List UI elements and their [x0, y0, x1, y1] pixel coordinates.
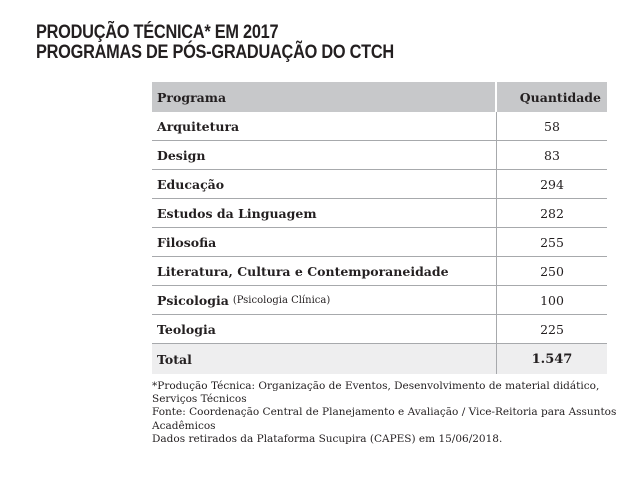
- program-cell: [152, 228, 497, 256]
- source-line: Acadêmicos: [152, 419, 216, 432]
- program-cell: [152, 257, 497, 285]
- quantity-cell: 83: [544, 147, 560, 163]
- program-name: Design: [157, 147, 206, 163]
- total-label: Total: [152, 344, 497, 374]
- footnote-line: *Produção Técnica: Organização de Eventos, Desenvolvimento de material didático,: [152, 380, 600, 392]
- program-cell: [152, 112, 497, 140]
- table-row: [152, 141, 607, 170]
- program-detail: (Psicologia Clínica): [232, 294, 331, 306]
- table-row: [152, 199, 607, 228]
- program-name: Arquitetura: [157, 118, 240, 134]
- footnotes: [152, 380, 622, 446]
- page-title: [36, 23, 394, 63]
- program-name: Psicologia: [157, 292, 229, 308]
- quantity-cell: 58: [544, 118, 560, 134]
- total-value: 1.547: [531, 351, 573, 367]
- table-row: [152, 315, 607, 344]
- table-row: [152, 286, 607, 315]
- program-name: Educação: [157, 176, 225, 192]
- table-row: [152, 257, 607, 286]
- program-cell: [152, 170, 497, 198]
- quantity-cell: 255: [540, 234, 564, 250]
- quantity-cell: 100: [540, 292, 564, 308]
- program-name: Literatura, Cultura e Contemporaneidade: [157, 263, 449, 279]
- title-line-2: PROGRAMAS DE PÓS-GRADUAÇÃO DO CTCH: [36, 42, 394, 63]
- program-name: Estudos da Linguagem: [157, 205, 317, 221]
- program-cell: [152, 141, 497, 169]
- header-programa: Programa: [152, 82, 497, 112]
- table-row: [152, 112, 607, 141]
- header-quantidade: Quantidade: [519, 89, 601, 105]
- quantity-cell: 250: [540, 263, 564, 279]
- footnote-line: Serviços Técnicos: [152, 393, 247, 406]
- title-line-1: PRODUÇÃO TÉCNICA* EM 2017: [36, 22, 279, 43]
- table-row: [152, 170, 607, 199]
- program-cell: [152, 199, 497, 227]
- program-name: Filosofia: [157, 234, 217, 250]
- quantity-cell: 225: [540, 321, 564, 337]
- program-name: Teologia: [157, 321, 216, 337]
- production-table: [152, 82, 607, 374]
- program-cell: [152, 315, 497, 343]
- table-header-row: [152, 82, 607, 112]
- table-row: [152, 228, 607, 257]
- table-total-row: [152, 344, 607, 374]
- program-cell: [152, 286, 497, 314]
- data-note: Dados retirados da Plataforma Sucupira (CAPES) em 15/06/2018.: [152, 432, 503, 445]
- quantity-cell: 282: [540, 205, 564, 221]
- source-line: Fonte: Coordenação Central de Planejamento e Avaliação / Vice-Reitoria para Assuntos: [152, 406, 617, 419]
- quantity-cell: 294: [540, 176, 564, 192]
